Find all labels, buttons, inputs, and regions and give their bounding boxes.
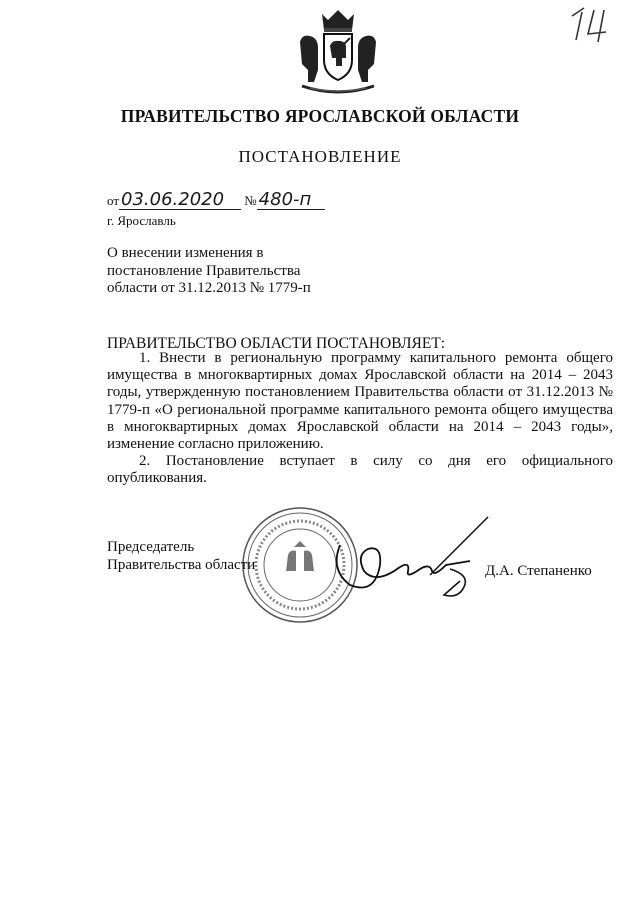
document-body xyxy=(107,350,613,488)
subject-line: О внесении изменения в xyxy=(107,245,264,261)
subject-line: области от 31.12.2013 № 1779-п xyxy=(107,280,311,296)
handwritten-date: 03.06.2020 xyxy=(119,191,241,210)
number-prefix: № xyxy=(244,193,257,208)
paragraph-1: 1. Внести в региональную программу капитального ремонта общего имущества в многоквартирных домах Ярославской области на 2014 – 2043 годы, утвержденную постановлением Правительства области от 31.12.2013 № 1779-п «О региональной программе капитального ремонта общего имущества в многоквартирных домах Ярославской области на 2014 – 2043 годы», изменение согласно приложению. xyxy=(107,350,613,453)
signatory-position-line: Председатель xyxy=(107,539,195,555)
city-label: г. Ярославль xyxy=(107,213,176,228)
signatory-position xyxy=(107,538,255,574)
government-title: ПРАВИТЕЛЬСТВО ЯРОСЛАВСКОЙ ОБЛАСТИ xyxy=(120,106,520,126)
decree-heading: ПРАВИТЕЛЬСТВО ОБЛАСТИ ПОСТАНОВЛЯЕТ: xyxy=(107,335,446,352)
subject-line: постановление Правительства xyxy=(107,262,301,279)
paragraph-2: 2. Постановление вступает в силу со дня его официального опубликования. xyxy=(107,453,613,487)
coat-of-arms-emblem xyxy=(292,8,384,96)
signatory-name: Д.А. Степаненко xyxy=(485,563,592,579)
document-type: ПОСТАНОВЛЕНИЕ xyxy=(238,147,402,166)
date-prefix: от xyxy=(107,193,120,208)
handwritten-page-number xyxy=(566,4,626,48)
handwritten-number: 480-п xyxy=(257,191,325,210)
document-subject xyxy=(107,245,367,298)
date-number-line xyxy=(107,191,325,210)
handwritten-signature xyxy=(320,515,500,615)
signatory-position-line: Правительства области xyxy=(107,557,256,573)
